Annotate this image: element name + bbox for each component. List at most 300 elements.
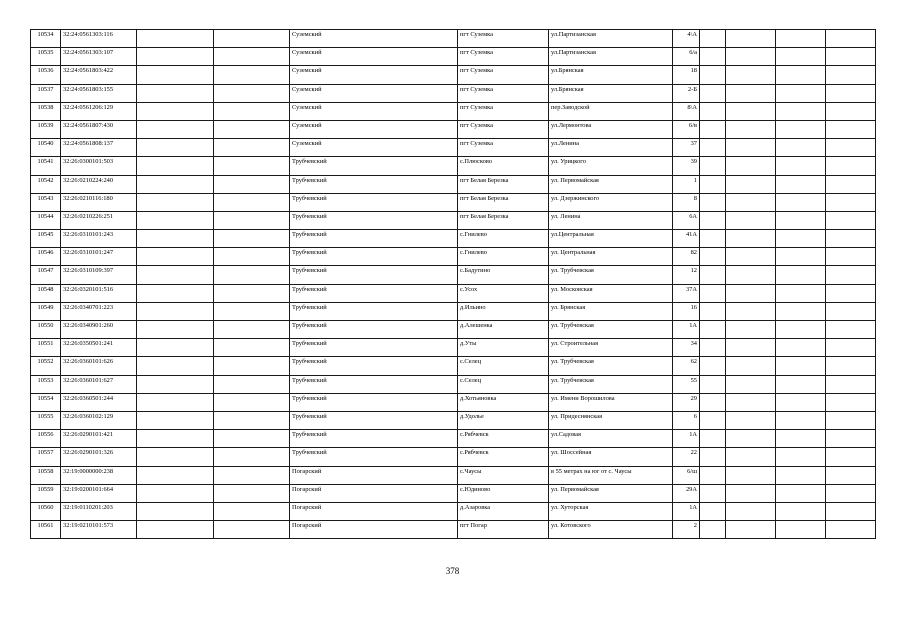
empty-cell xyxy=(826,248,876,266)
empty-cell xyxy=(214,466,290,484)
empty-cell xyxy=(776,448,826,466)
cadastral-number-cell: 32:26:0360101:627 xyxy=(61,375,137,393)
district-cell: Суземский xyxy=(290,102,458,120)
empty-cell xyxy=(137,139,214,157)
cadastral-number-cell: 32:26:0340901:260 xyxy=(61,321,137,339)
locality-cell: пгт Суземка xyxy=(458,120,549,138)
street-cell: ул.Брянская xyxy=(549,66,673,84)
cadastral-number-cell: 32:19:0000000:238 xyxy=(61,466,137,484)
locality-cell: пгт Суземка xyxy=(458,84,549,102)
row-number-cell: 10539 xyxy=(31,120,61,138)
table-row xyxy=(31,357,876,375)
house-number-cell: 6А xyxy=(673,211,700,229)
empty-cell xyxy=(214,139,290,157)
district-cell: Трубчевский xyxy=(290,248,458,266)
empty-cell xyxy=(700,321,726,339)
empty-cell xyxy=(826,357,876,375)
table-row xyxy=(31,211,876,229)
street-cell: ул. Трубчевская xyxy=(549,375,673,393)
row-number-cell: 10551 xyxy=(31,339,61,357)
house-number-cell: 37А xyxy=(673,284,700,302)
cadastral-number-cell: 32:26:0310101:247 xyxy=(61,248,137,266)
empty-cell xyxy=(700,230,726,248)
empty-cell xyxy=(826,102,876,120)
empty-cell xyxy=(776,430,826,448)
table-row xyxy=(31,248,876,266)
district-cell: Трубчевский xyxy=(290,321,458,339)
empty-cell xyxy=(700,84,726,102)
district-cell: Погарский xyxy=(290,466,458,484)
empty-cell xyxy=(826,66,876,84)
street-cell: ул. Ленина xyxy=(549,211,673,229)
empty-cell xyxy=(137,120,214,138)
district-cell: Суземский xyxy=(290,84,458,102)
empty-cell xyxy=(700,102,726,120)
empty-cell xyxy=(726,66,776,84)
empty-cell xyxy=(726,230,776,248)
empty-cell xyxy=(776,120,826,138)
row-number-cell: 10558 xyxy=(31,466,61,484)
empty-cell xyxy=(137,84,214,102)
cadastral-number-cell: 32:24:0561808:137 xyxy=(61,139,137,157)
district-cell: Трубчевский xyxy=(290,393,458,411)
empty-cell xyxy=(137,393,214,411)
empty-cell xyxy=(726,193,776,211)
locality-cell: пгт Погар xyxy=(458,521,549,539)
empty-cell xyxy=(214,357,290,375)
street-cell: ул. Трубчевская xyxy=(549,357,673,375)
house-number-cell: 1А xyxy=(673,502,700,520)
empty-cell xyxy=(776,393,826,411)
empty-cell xyxy=(214,120,290,138)
street-cell: ул. Котовского xyxy=(549,521,673,539)
district-cell: Суземский xyxy=(290,30,458,48)
register-table xyxy=(30,29,876,539)
empty-cell xyxy=(776,484,826,502)
empty-cell xyxy=(726,484,776,502)
empty-cell xyxy=(214,230,290,248)
empty-cell xyxy=(826,375,876,393)
locality-cell: с.Бадутино xyxy=(458,266,549,284)
row-number-cell: 10536 xyxy=(31,66,61,84)
empty-cell xyxy=(726,321,776,339)
empty-cell xyxy=(137,321,214,339)
street-cell: ул. Шоссейная xyxy=(549,448,673,466)
empty-cell xyxy=(826,466,876,484)
row-number-cell: 10561 xyxy=(31,521,61,539)
empty-cell xyxy=(776,411,826,429)
empty-cell xyxy=(214,102,290,120)
table-row xyxy=(31,193,876,211)
empty-cell xyxy=(776,339,826,357)
empty-cell xyxy=(700,466,726,484)
table-row xyxy=(31,102,876,120)
row-number-cell: 10552 xyxy=(31,357,61,375)
empty-cell xyxy=(776,102,826,120)
house-number-cell: 34 xyxy=(673,339,700,357)
street-cell: ул. Хуторская xyxy=(549,502,673,520)
empty-cell xyxy=(700,157,726,175)
locality-cell: пгт Суземка xyxy=(458,139,549,157)
cadastral-number-cell: 32:26:0310109:397 xyxy=(61,266,137,284)
district-cell: Трубчевский xyxy=(290,193,458,211)
empty-cell xyxy=(726,84,776,102)
cadastral-number-cell: 32:26:0300101:503 xyxy=(61,157,137,175)
locality-cell: пгт Суземка xyxy=(458,102,549,120)
table-row xyxy=(31,120,876,138)
empty-cell xyxy=(826,302,876,320)
house-number-cell: 22 xyxy=(673,448,700,466)
empty-cell xyxy=(776,302,826,320)
empty-cell xyxy=(726,48,776,66)
empty-cell xyxy=(214,375,290,393)
empty-cell xyxy=(137,230,214,248)
empty-cell xyxy=(726,375,776,393)
cadastral-number-cell: 32:24:0561803:422 xyxy=(61,66,137,84)
locality-cell: пгт Белая Березка xyxy=(458,211,549,229)
empty-cell xyxy=(137,30,214,48)
empty-cell xyxy=(214,321,290,339)
cadastral-number-cell: 32:19:0110201:203 xyxy=(61,502,137,520)
locality-cell: пгт Белая Березка xyxy=(458,193,549,211)
empty-cell xyxy=(700,211,726,229)
empty-cell xyxy=(826,230,876,248)
locality-cell: д.Азаровка xyxy=(458,502,549,520)
district-cell: Трубчевский xyxy=(290,430,458,448)
empty-cell xyxy=(214,393,290,411)
table-row xyxy=(31,521,876,539)
empty-cell xyxy=(700,393,726,411)
empty-cell xyxy=(726,139,776,157)
district-cell: Трубчевский xyxy=(290,284,458,302)
empty-cell xyxy=(214,302,290,320)
street-cell: ул. Центральная xyxy=(549,248,673,266)
district-cell: Трубчевский xyxy=(290,157,458,175)
empty-cell xyxy=(826,120,876,138)
district-cell: Суземский xyxy=(290,66,458,84)
empty-cell xyxy=(726,411,776,429)
empty-cell xyxy=(214,521,290,539)
house-number-cell: 1 xyxy=(673,175,700,193)
empty-cell xyxy=(137,357,214,375)
empty-cell xyxy=(214,193,290,211)
house-number-cell: 6/в xyxy=(673,120,700,138)
empty-cell xyxy=(726,502,776,520)
empty-cell xyxy=(776,175,826,193)
empty-cell xyxy=(726,248,776,266)
empty-cell xyxy=(826,430,876,448)
empty-cell xyxy=(826,321,876,339)
empty-cell xyxy=(700,266,726,284)
empty-cell xyxy=(214,157,290,175)
street-cell: ул.Центральная xyxy=(549,230,673,248)
row-number-cell: 10540 xyxy=(31,139,61,157)
locality-cell: с.Селец xyxy=(458,375,549,393)
empty-cell xyxy=(700,339,726,357)
row-number-cell: 10548 xyxy=(31,284,61,302)
empty-cell xyxy=(137,430,214,448)
district-cell: Погарский xyxy=(290,484,458,502)
empty-cell xyxy=(826,211,876,229)
empty-cell xyxy=(776,321,826,339)
cadastral-number-cell: 32:24:0561807:430 xyxy=(61,120,137,138)
row-number-cell: 10534 xyxy=(31,30,61,48)
empty-cell xyxy=(700,521,726,539)
house-number-cell: 18 xyxy=(673,66,700,84)
empty-cell xyxy=(214,430,290,448)
empty-cell xyxy=(726,448,776,466)
empty-cell xyxy=(776,248,826,266)
empty-cell xyxy=(726,175,776,193)
house-number-cell: 39 xyxy=(673,157,700,175)
empty-cell xyxy=(776,30,826,48)
street-cell: ул.Партизанская xyxy=(549,30,673,48)
table-row xyxy=(31,321,876,339)
house-number-cell: 1А xyxy=(673,321,700,339)
table-row xyxy=(31,48,876,66)
locality-cell: с.Рябчевск xyxy=(458,448,549,466)
empty-cell xyxy=(826,448,876,466)
empty-cell xyxy=(776,157,826,175)
street-cell: ул. Первомайская xyxy=(549,484,673,502)
empty-cell xyxy=(214,284,290,302)
district-cell: Суземский xyxy=(290,120,458,138)
house-number-cell: 2 xyxy=(673,521,700,539)
cadastral-number-cell: 32:24:0561303:107 xyxy=(61,48,137,66)
empty-cell xyxy=(726,393,776,411)
district-cell: Трубчевский xyxy=(290,211,458,229)
district-cell: Трубчевский xyxy=(290,230,458,248)
empty-cell xyxy=(726,466,776,484)
district-cell: Трубчевский xyxy=(290,411,458,429)
empty-cell xyxy=(826,339,876,357)
locality-cell: с.Гнилево xyxy=(458,248,549,266)
empty-cell xyxy=(726,357,776,375)
locality-cell: д.Хотьяновка xyxy=(458,393,549,411)
empty-cell xyxy=(776,211,826,229)
row-number-cell: 10538 xyxy=(31,102,61,120)
table-row xyxy=(31,266,876,284)
empty-cell xyxy=(700,502,726,520)
cadastral-number-cell: 32:26:0210226:251 xyxy=(61,211,137,229)
empty-cell xyxy=(826,157,876,175)
row-number-cell: 10544 xyxy=(31,211,61,229)
empty-cell xyxy=(137,248,214,266)
empty-cell xyxy=(726,157,776,175)
empty-cell xyxy=(776,66,826,84)
empty-cell xyxy=(700,175,726,193)
row-number-cell: 10535 xyxy=(31,48,61,66)
locality-cell: д.Удолье xyxy=(458,411,549,429)
empty-cell xyxy=(700,375,726,393)
empty-cell xyxy=(137,193,214,211)
empty-cell xyxy=(700,302,726,320)
empty-cell xyxy=(700,48,726,66)
empty-cell xyxy=(826,284,876,302)
empty-cell xyxy=(776,466,826,484)
district-cell: Трубчевский xyxy=(290,357,458,375)
empty-cell xyxy=(137,266,214,284)
locality-cell: с.Селец xyxy=(458,357,549,375)
empty-cell xyxy=(726,521,776,539)
street-cell: ул. Трубчевская xyxy=(549,321,673,339)
house-number-cell: 4\А xyxy=(673,30,700,48)
empty-cell xyxy=(826,48,876,66)
page-number: 378 xyxy=(445,566,460,576)
table-row xyxy=(31,466,876,484)
house-number-cell: 6 xyxy=(673,411,700,429)
district-cell: Погарский xyxy=(290,502,458,520)
empty-cell xyxy=(214,48,290,66)
table-row xyxy=(31,157,876,175)
cadastral-number-cell: 32:24:0561803:155 xyxy=(61,84,137,102)
empty-cell xyxy=(776,521,826,539)
empty-cell xyxy=(776,357,826,375)
empty-cell xyxy=(137,302,214,320)
empty-cell xyxy=(826,502,876,520)
empty-cell xyxy=(726,211,776,229)
empty-cell xyxy=(137,448,214,466)
empty-cell xyxy=(214,502,290,520)
empty-cell xyxy=(137,157,214,175)
empty-cell xyxy=(826,84,876,102)
table-row xyxy=(31,393,876,411)
row-number-cell: 10541 xyxy=(31,157,61,175)
cadastral-number-cell: 32:26:0340701:223 xyxy=(61,302,137,320)
empty-cell xyxy=(214,30,290,48)
locality-cell: с.Чаусы xyxy=(458,466,549,484)
street-cell: ул. Брянская xyxy=(549,302,673,320)
empty-cell xyxy=(776,139,826,157)
street-cell: ул. Дзержинского xyxy=(549,193,673,211)
empty-cell xyxy=(726,30,776,48)
street-cell: ул.Ленина xyxy=(549,139,673,157)
district-cell: Трубчевский xyxy=(290,339,458,357)
cadastral-number-cell: 32:26:0350501:241 xyxy=(61,339,137,357)
table-row xyxy=(31,375,876,393)
empty-cell xyxy=(214,339,290,357)
empty-cell xyxy=(137,175,214,193)
empty-cell xyxy=(726,302,776,320)
row-number-cell: 10559 xyxy=(31,484,61,502)
street-cell: ул. Строительная xyxy=(549,339,673,357)
district-cell: Суземский xyxy=(290,48,458,66)
empty-cell xyxy=(826,30,876,48)
house-number-cell: 41А xyxy=(673,230,700,248)
cadastral-number-cell: 32:26:0360102:129 xyxy=(61,411,137,429)
empty-cell xyxy=(826,266,876,284)
empty-cell xyxy=(214,411,290,429)
house-number-cell: 2-Б xyxy=(673,84,700,102)
empty-cell xyxy=(776,375,826,393)
empty-cell xyxy=(137,375,214,393)
locality-cell: д.Алешенка xyxy=(458,321,549,339)
street-cell: ул. Первомайская xyxy=(549,175,673,193)
empty-cell xyxy=(826,411,876,429)
cadastral-number-cell: 32:26:0360501:244 xyxy=(61,393,137,411)
empty-cell xyxy=(214,484,290,502)
empty-cell xyxy=(700,430,726,448)
house-number-cell: 12 xyxy=(673,266,700,284)
empty-cell xyxy=(700,448,726,466)
row-number-cell: 10546 xyxy=(31,248,61,266)
empty-cell xyxy=(700,66,726,84)
row-number-cell: 10556 xyxy=(31,430,61,448)
empty-cell xyxy=(700,120,726,138)
locality-cell: пгт Суземка xyxy=(458,48,549,66)
empty-cell xyxy=(137,48,214,66)
row-number-cell: 10550 xyxy=(31,321,61,339)
table-row xyxy=(31,284,876,302)
house-number-cell: 37 xyxy=(673,139,700,157)
empty-cell xyxy=(776,502,826,520)
empty-cell xyxy=(776,230,826,248)
row-number-cell: 10545 xyxy=(31,230,61,248)
district-cell: Трубчевский xyxy=(290,448,458,466)
house-number-cell: 8 xyxy=(673,193,700,211)
empty-cell xyxy=(137,521,214,539)
empty-cell xyxy=(826,139,876,157)
house-number-cell: 6/ш xyxy=(673,466,700,484)
house-number-cell: 82 xyxy=(673,248,700,266)
empty-cell xyxy=(137,284,214,302)
row-number-cell: 10560 xyxy=(31,502,61,520)
row-number-cell: 10547 xyxy=(31,266,61,284)
empty-cell xyxy=(826,393,876,411)
empty-cell xyxy=(137,411,214,429)
locality-cell: с.Юдиново xyxy=(458,484,549,502)
row-number-cell: 10557 xyxy=(31,448,61,466)
cadastral-number-cell: 32:26:0360101:626 xyxy=(61,357,137,375)
house-number-cell: 55 xyxy=(673,375,700,393)
empty-cell xyxy=(214,211,290,229)
row-number-cell: 10554 xyxy=(31,393,61,411)
empty-cell xyxy=(726,266,776,284)
empty-cell xyxy=(726,339,776,357)
row-number-cell: 10543 xyxy=(31,193,61,211)
locality-cell: д.Ильино xyxy=(458,302,549,320)
locality-cell: пгт Суземка xyxy=(458,66,549,84)
empty-cell xyxy=(214,248,290,266)
street-cell: в 55 метрах на юг от с. Чаусы xyxy=(549,466,673,484)
empty-cell xyxy=(700,193,726,211)
empty-cell xyxy=(776,266,826,284)
empty-cell xyxy=(137,466,214,484)
table-row xyxy=(31,411,876,429)
cadastral-number-cell: 32:19:0200101:664 xyxy=(61,484,137,502)
table-row xyxy=(31,139,876,157)
cadastral-number-cell: 32:26:0290101:326 xyxy=(61,448,137,466)
empty-cell xyxy=(776,284,826,302)
district-cell: Трубчевский xyxy=(290,175,458,193)
empty-cell xyxy=(137,502,214,520)
table-row xyxy=(31,230,876,248)
empty-cell xyxy=(214,175,290,193)
house-number-cell: 29 xyxy=(673,393,700,411)
empty-cell xyxy=(137,211,214,229)
table-row xyxy=(31,175,876,193)
empty-cell xyxy=(700,357,726,375)
street-cell: ул.Садовая xyxy=(549,430,673,448)
street-cell: ул. Придеснянская xyxy=(549,411,673,429)
locality-cell: пгт Суземка xyxy=(458,30,549,48)
empty-cell xyxy=(137,66,214,84)
table-row xyxy=(31,30,876,48)
empty-cell xyxy=(726,284,776,302)
table-row xyxy=(31,339,876,357)
cadastral-number-cell: 32:26:0210224:240 xyxy=(61,175,137,193)
table-row xyxy=(31,66,876,84)
